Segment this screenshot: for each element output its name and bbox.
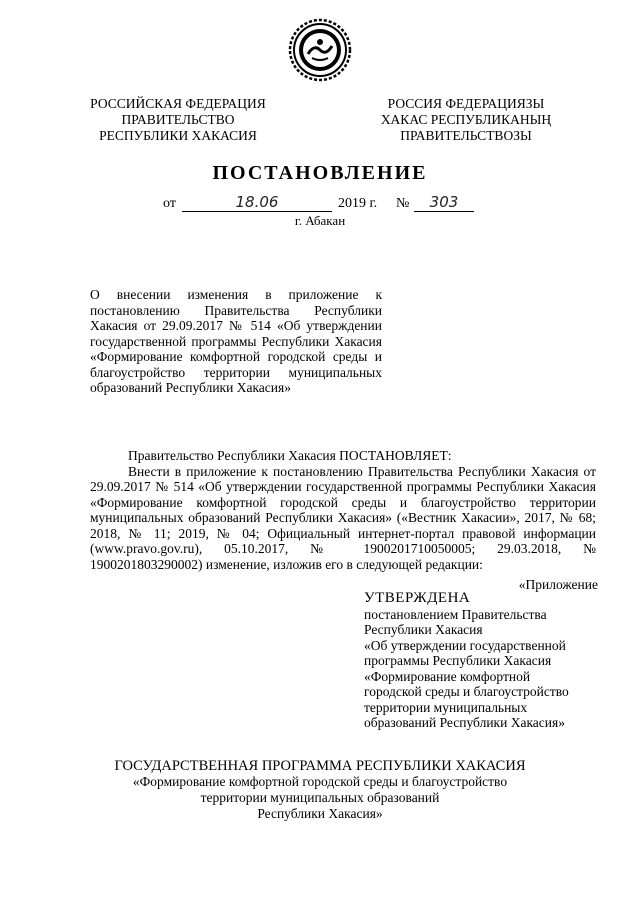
header-right-line-2: ХАКАС РЕСПУБЛИКАНЫҢ [380, 112, 552, 127]
approved-line-4: программы Республики Хакасия [364, 653, 552, 668]
approved-line-8: образований Республики Хакасия» [364, 715, 565, 730]
approved-line-6: городской среды и благоустройство [364, 684, 569, 699]
coat-of-arms-emblem-icon [288, 18, 352, 82]
approved-line-5: «Формирование комфортной [364, 668, 531, 684]
header-left-line-3: РЕСПУБЛИКИ ХАКАСИЯ [99, 128, 257, 143]
body-text [90, 448, 596, 572]
approved-line-3: «Об утверждении государственной [364, 637, 566, 653]
program-line-1: «Формирование комфортной городской среды и благоустройство [132, 774, 508, 789]
program-line-2: территории муниципальных образований [200, 790, 440, 805]
number-field [414, 193, 474, 212]
date-value: 18.06 [182, 193, 332, 212]
approved-line-2: Республики Хакасия [364, 622, 483, 637]
approved-block [364, 591, 604, 731]
program-line-3: Республики Хакасия» [257, 806, 383, 821]
number-sign: № [396, 196, 410, 211]
header-right-block [366, 96, 566, 144]
appendix-label: «Приложение [518, 577, 598, 592]
header-left-line-1: РОССИЙСКАЯ ФЕДЕРАЦИЯ [90, 96, 266, 111]
header-right-line-1: РОССИЯ ФЕДЕРАЦИЯЗЫ [387, 96, 545, 111]
program-title-block [0, 758, 640, 822]
date-field [182, 193, 332, 212]
header-left-block [78, 96, 278, 144]
number-value: 303 [414, 193, 474, 212]
date-prefix: от [163, 196, 176, 211]
subject-paragraph: О внесении изменения в приложение к постановлению Правительства Республики Хакасия от 29.09.2017 № 514 «Об утверждении государственной программы Республики Хакасия «Формирование комфортной городской среды и благоустройство территории муниципальных образований Республики Хакасия» [90, 287, 382, 395]
body-paragraph-1: Правительство Республики Хакасия ПОСТАНОВЛЯЕТ: [128, 448, 452, 463]
city: г. Абакан [294, 213, 346, 228]
program-title: ГОСУДАРСТВЕННАЯ ПРОГРАММА РЕСПУБЛИКИ ХАКАСИЯ [114, 758, 526, 774]
approved-line-7: территории муниципальных [364, 699, 528, 715]
document-title: ПОСТАНОВЛЕНИЕ [212, 162, 428, 184]
header-right-line-3: ПРАВИТЕЛЬСТВОЗЫ [400, 128, 532, 143]
approved-line-1: постановлением Правительства [364, 606, 547, 622]
date-year: 2019 г. [338, 196, 378, 211]
body-paragraph-2: Внести в приложение к постановлению Правительства Республики Хакасия от 29.09.2017 № 514 «Об утверждении государственной программы Республики Хакасия «Формирование комфортной городской среды и благоустройство территории муниципальных образований Республики Хакасия» («Вестник Хакасии», 2017, № 68; 2018, № 11; 2019, № 04; Официальный интернет-портал правовой информации (www.pravo.gov.ru), 05.10.2017, № 1900201710050005; 29.03.2018, № 1900201803290002) изменение, изложив его в следующей редакции: [90, 463, 596, 572]
approved-title: УТВЕРЖДЕНА [364, 590, 471, 606]
header-left-line-2: ПРАВИТЕЛЬСТВО [121, 112, 235, 127]
